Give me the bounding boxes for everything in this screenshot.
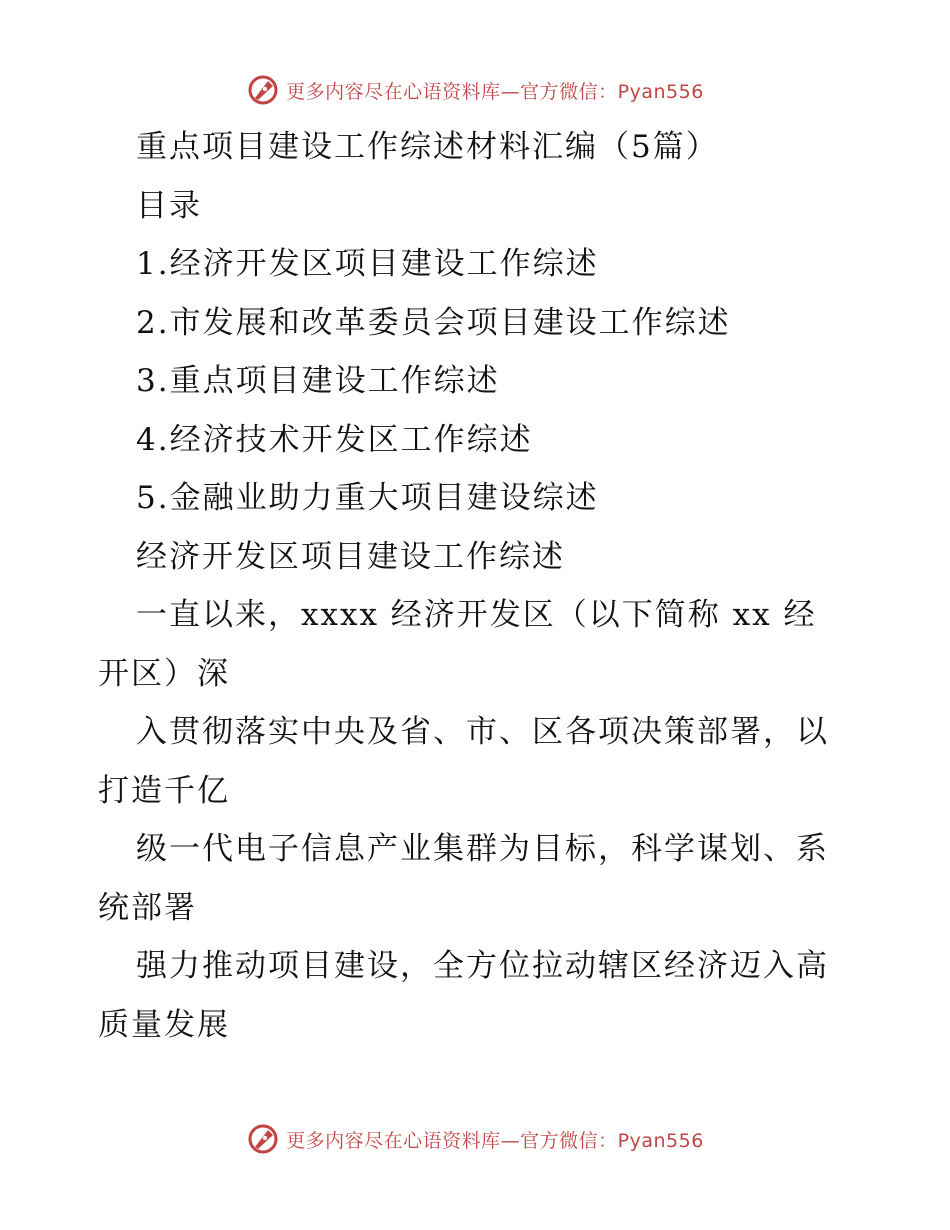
toc-item-1: 1.经济开发区项目建设工作综述 [136,246,599,282]
header-banner[interactable] [0,70,950,110]
pen-nib-logo-icon [246,1122,280,1156]
footer-banner[interactable] [0,1119,950,1159]
pen-nib-logo-icon [246,73,280,107]
body-line: 统部署 [98,889,197,926]
body-line: 打造千亿 [98,772,230,809]
body-line: 质量发展 [98,1006,230,1043]
document-title: 重点项目建设工作综述材料汇编（5篇） [136,129,719,165]
body-line: 级一代电子信息产业集群为目标，科学谋划、系 [136,831,829,867]
toc-item-4: 4.经济技术开发区工作综述 [136,421,533,458]
section-heading: 经济开发区项目建设工作综述 [136,538,565,575]
body-line: 开区）深 [98,655,230,692]
toc-item-3: 3.重点项目建设工作综述 [136,363,500,399]
body-line: 一直以来，xxxx 经济开发区（以下简称 xx 经 [136,597,817,633]
body-line: 入贯彻落实中央及省、市、区各项决策部署，以 [136,714,829,750]
header-banner-text: 更多内容尽在心语资料库—官方微信：Pyan556 [286,80,704,103]
footer-banner-text: 更多内容尽在心语资料库—官方微信：Pyan556 [286,1129,704,1152]
toc-heading: 目录 [136,187,202,224]
document-body [98,118,858,1054]
toc-item-2: 2.市发展和改革委员会项目建设工作综述 [136,304,731,341]
body-line: 强力推动项目建设，全方位拉动辖区经济迈入高 [136,948,829,984]
toc-item-5: 5.金融业助力重大项目建设综述 [136,480,599,516]
